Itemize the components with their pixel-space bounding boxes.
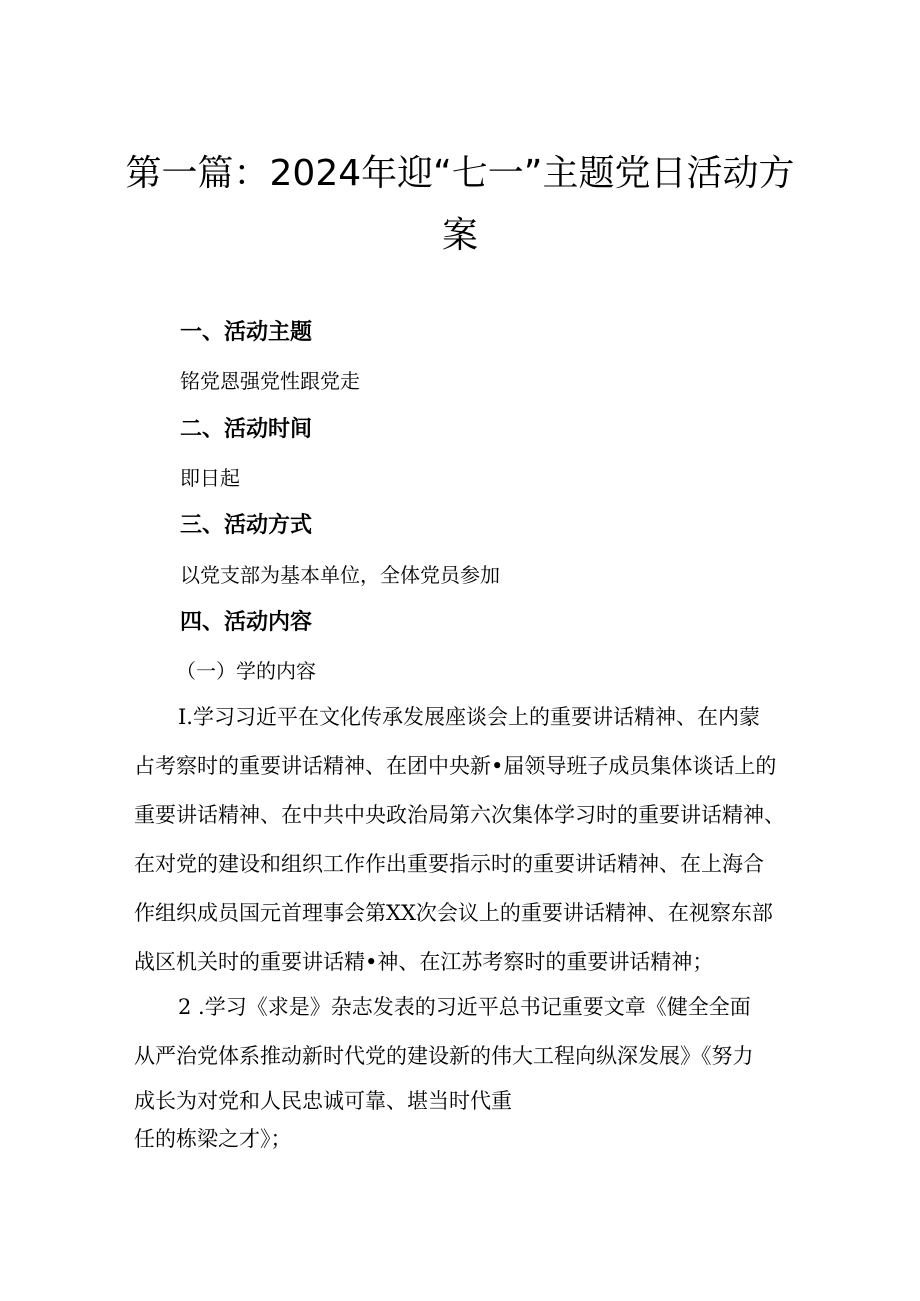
paragraph-line: 占考察时的重要讲话精神、在团中央新•届领导班子成员集体谈话上的 xyxy=(134,754,777,778)
paragraph-line: 2 .学习《求是》杂志发表的习近平总书记重要文章《健全全面 xyxy=(178,995,751,1019)
paragraph-line: 战区机关时的重要讲话精•神、在江苏考察时的重要讲话精神； xyxy=(134,950,714,974)
paragraph-item-2 xyxy=(134,983,796,1157)
section-heading-time: 二、活动时间 xyxy=(180,417,313,442)
document-title-line-1: 第一篇：2024年迎“七一”主题党日活动方 xyxy=(125,153,795,194)
section-body-method: 以党支部为基本单位，全体党员参加 xyxy=(180,563,500,587)
paragraph-line: 任的栋梁之才》； xyxy=(134,1127,292,1151)
paragraph-line: 作组织成员国元首理事会第XX次会议上的重要讲话精神、在视察东部 xyxy=(134,901,773,925)
paragraph-line: I.学习习近平在文化传承发展座谈会上的重要讲话精神、在内蒙 xyxy=(178,705,760,729)
subsection-heading-study: （一）学的内容 xyxy=(176,659,316,683)
section-body-theme: 铭党恩强党性跟党走 xyxy=(180,369,360,393)
paragraph-line: 重要讲话精神、在中共中央政治局第六次集体学习时的重要讲话精神、 xyxy=(134,803,785,827)
paragraph-line: 在对党的建设和组织工作作出重要指示时的重要讲话精神、在上海合 xyxy=(134,852,764,876)
document-title-line-2: 案 xyxy=(441,215,478,256)
section-heading-theme: 一、活动主题 xyxy=(180,320,313,345)
paragraph-line: 从严治党体系推动新时代党的建设新的伟大工程向纵深发展》《努力 xyxy=(134,1044,754,1068)
section-body-time: 即日起 xyxy=(180,466,240,490)
paragraph-line: 成长为对党和人民忠诚可靠、堪当时代重 xyxy=(134,1089,512,1113)
paragraph-item-1 xyxy=(134,693,796,987)
section-heading-method: 三、活动方式 xyxy=(180,513,313,538)
section-heading-content: 四、活动内容 xyxy=(180,610,313,635)
